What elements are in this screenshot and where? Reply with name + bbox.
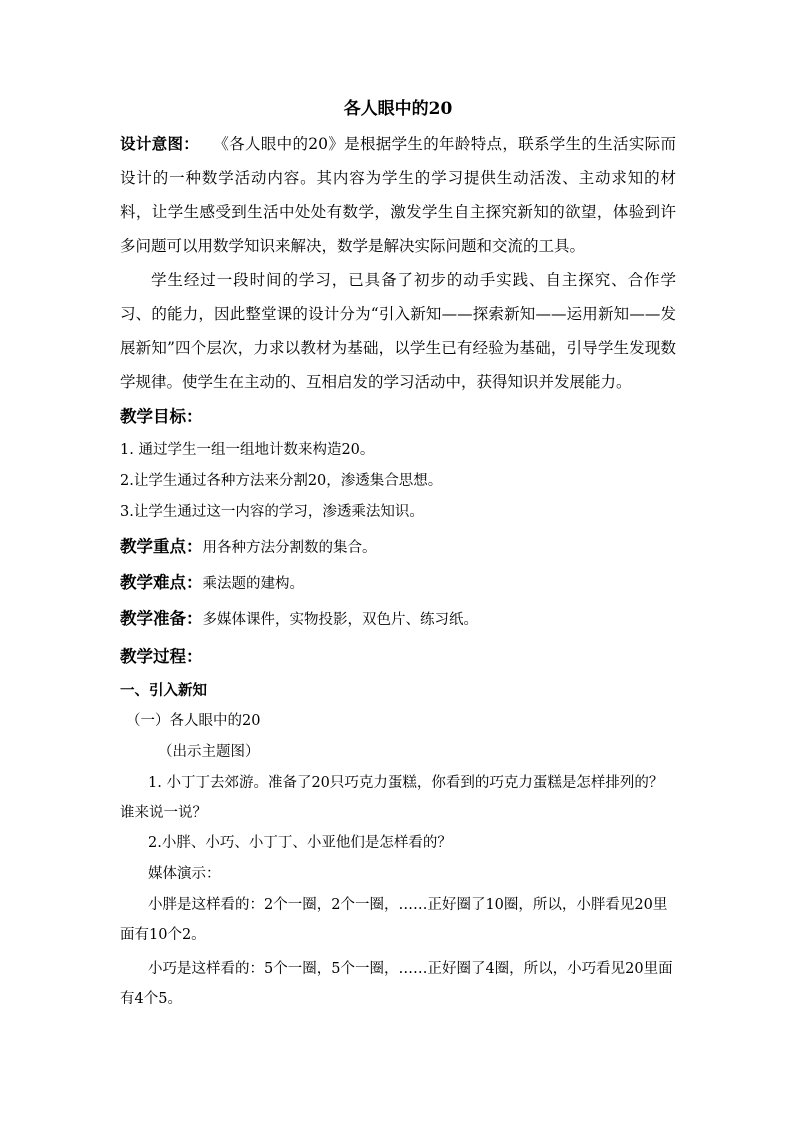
goal-item-3: 3.让学生通过这一内容的学习，渗透乘法知识。 <box>120 504 424 520</box>
show-theme-picture: （出示主题图） <box>158 744 260 760</box>
teaching-focus-label: 教学重点： <box>120 537 203 556</box>
xiaopang-explanation: 小胖是这样看的：2个一圈，2个一圈，……正好圈了10圈，所以，小胖看见20里面有10个2。 <box>120 897 668 943</box>
design-intent-label: 设计意图： <box>120 134 200 153</box>
teaching-prep-text: 多媒体课件，实物投影，双色片、练习纸。 <box>202 612 478 628</box>
teaching-difficulty-text: 乘法题的建构。 <box>202 576 304 592</box>
subsection-20-in-each-eye: （一）各人眼中的20 <box>126 713 261 729</box>
teaching-difficulty-label: 教学难点： <box>120 573 203 592</box>
xiaoqiao-explanation: 小巧是这样看的：5个一圈，5个一圈，……正好圈了4圈，所以，小巧看见20里面有4个5。 <box>120 961 673 1007</box>
teaching-prep <box>120 603 676 636</box>
teaching-process-heading: 教学过程： <box>120 647 203 666</box>
document-body <box>120 94 676 1014</box>
teaching-difficulty <box>120 567 676 600</box>
design-intent-paragraph <box>120 127 676 263</box>
teaching-goals-heading: 教学目标： <box>120 407 203 426</box>
design-intent-paragraph-2: 学生经过一段时间的学习，已具备了初步的动手实践、自主探究、合作学习、的能力，因此整堂课的设计分为“引入新知——探索新知——运用新知——发展新知”四个层次，力求以教材为基础，以学生已有经验为基础，引导学生发现数学规律。使学生在主动的、互相启发的学习活动中，获得知识并发展能力。 <box>120 271 676 391</box>
design-intent-text: 《各人眼中的20》是根据学生的年龄特点，联系学生的生活实际而设计的一种数学活动内容。其内容为学生的学习提供生动活泼、主动求知的材料，让学生感受到生活中处处有数学，激发学生自主探究新知的欲望，体验到许多问题可以用数学知识来解决，数学是解决实际问题和交流的工具。 <box>120 135 676 255</box>
question-1: 1. 小丁丁去郊游。准备了20只巧克力蛋糕，你看到的巧克力蛋糕是怎样排列的？谁来说一说？ <box>120 775 664 821</box>
teaching-focus-text: 用各种方法分割数的集合。 <box>202 540 377 556</box>
teaching-prep-label: 教学准备： <box>120 609 203 628</box>
section-intro-new-knowledge: 一、引入新知 <box>120 682 207 699</box>
document-title: 各人眼中的20 <box>343 99 453 119</box>
goal-item-1: 1. 通过学生一组一组地计数来构造20。 <box>120 442 375 458</box>
teaching-focus <box>120 531 676 564</box>
goal-item-2: 2.让学生通过各种方法来分割20，渗透集合思想。 <box>120 473 443 489</box>
media-demo-label: 媒体演示： <box>148 866 221 882</box>
question-2: 2.小胖、小巧、小丁丁、小亚他们是怎样看的？ <box>148 835 452 851</box>
